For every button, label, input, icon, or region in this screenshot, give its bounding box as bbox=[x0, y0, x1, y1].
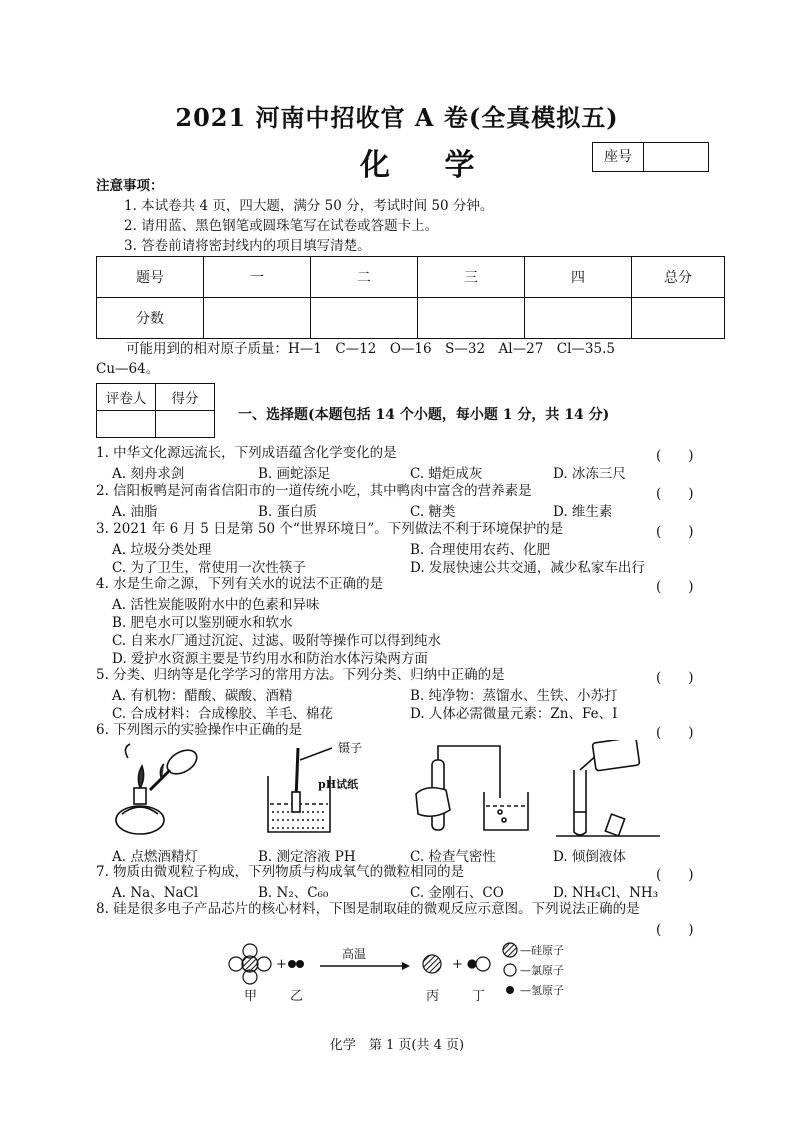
legend-h-icon bbox=[506, 986, 514, 994]
option: B. 肥皂水可以鉴别硬水和软水 bbox=[112, 615, 293, 631]
option: B. 蛋白质 bbox=[258, 504, 318, 520]
note-item: 2. 请用蓝、黑色钢笔或圆珠笔写在试卷或答题卡上。 bbox=[124, 218, 439, 234]
option: A. 垃圾分类处理 bbox=[112, 542, 212, 558]
atomic-mass-note bbox=[96, 339, 696, 379]
option: C. 自来水厂通过沉淀、过滤、吸附等操作可以得到纯水 bbox=[112, 633, 441, 649]
score-cell[interactable] bbox=[311, 298, 418, 339]
hcl-molecule bbox=[468, 957, 490, 971]
option: C. 检查气密性 bbox=[410, 849, 496, 865]
question-stem: 5. 分类、归纳等是化学学习的常用方法。下列分类、归纳中正确的是 bbox=[96, 667, 505, 683]
score-cell[interactable] bbox=[632, 298, 725, 339]
tweezers-label: 镊子 bbox=[338, 741, 363, 755]
option: B. 画蛇添足 bbox=[258, 466, 331, 482]
option: A. 刻舟求剑 bbox=[112, 466, 185, 482]
option: D. 爱护水资源主要是节约用水和防治水体污染两方面 bbox=[112, 651, 428, 667]
question-stem: 2. 信阳板鸭是河南省信阳市的一道传统小吃，其中鸭肉中富含的营养素是 bbox=[96, 483, 532, 499]
score-header: 一 bbox=[204, 257, 311, 298]
option: C. 金刚石、CO bbox=[410, 885, 504, 901]
page-footer: 化学 第 1 页(共 4 页) bbox=[329, 1038, 465, 1053]
grader-header: 得分 bbox=[156, 384, 215, 411]
alcohol-lamp-icon bbox=[116, 744, 201, 834]
grader-cell[interactable] bbox=[97, 411, 156, 438]
legend-label: —硅原子 bbox=[520, 944, 564, 957]
option: D. 倾倒液体 bbox=[553, 849, 626, 865]
option: A. 活性炭能吸附水中的色素和异味 bbox=[112, 597, 320, 613]
option: C. 为了卫生，常使用一次性筷子 bbox=[112, 560, 306, 576]
option: C. 合成材料：合成橡胶、羊毛、棉花 bbox=[112, 706, 333, 722]
score-header: 四 bbox=[525, 257, 632, 298]
question-stem: 4. 水是生命之源，下列有关水的说法不正确的是 bbox=[96, 576, 384, 592]
option: D. NH₄Cl、NH₃ bbox=[553, 885, 659, 901]
grader-cell[interactable] bbox=[156, 411, 215, 438]
option: D. 维生素 bbox=[553, 504, 613, 520]
score-header: 题号 bbox=[97, 257, 204, 298]
option: C. 糖类 bbox=[410, 504, 456, 520]
q6-figure bbox=[100, 740, 720, 844]
grader-header: 评卷人 bbox=[97, 384, 156, 411]
question-stem: 1. 中华文化源远流长，下列成语蕴含化学变化的是 bbox=[96, 445, 397, 461]
option: D. 人体必需微量元素：Zn、Fe、I bbox=[410, 706, 618, 722]
note-item: 3. 答卷前请将密封线内的项目填写清楚。 bbox=[124, 238, 371, 254]
seat-label: 座号 bbox=[593, 143, 644, 171]
legend-si-icon bbox=[503, 943, 517, 957]
seat-number-box bbox=[592, 142, 709, 172]
legend-label: —氢原子 bbox=[520, 984, 564, 997]
exam-title: 2021 河南中招收官 A 卷(全真模拟五) bbox=[175, 103, 619, 132]
option: B. N₂、C₆₀ bbox=[258, 885, 329, 901]
legend-cl-icon bbox=[504, 964, 516, 976]
grader-table bbox=[96, 383, 215, 438]
answer-paren[interactable]: ( ) bbox=[656, 579, 694, 595]
question-stem: 7. 物质由微观粒子构成，下列物质与构成氧气的微粒相同的是 bbox=[96, 864, 465, 880]
answer-paren[interactable]: ( ) bbox=[656, 867, 694, 883]
ph-paper-label: pH试纸 bbox=[318, 778, 359, 791]
sicl4-molecule bbox=[229, 944, 271, 984]
answer-paren[interactable]: ( ) bbox=[656, 670, 694, 686]
score-table bbox=[96, 256, 725, 339]
option: B. 纯净物：蒸馏水、生铁、小苏打 bbox=[410, 688, 618, 704]
q8-reaction-diagram bbox=[220, 938, 600, 1006]
product-name: 丙 bbox=[426, 989, 440, 1004]
option: A. 油脂 bbox=[112, 504, 158, 520]
option: D. 发展快速公共交通，减少私家车出行 bbox=[410, 560, 645, 576]
note-item: 1. 本试卷共 4 页，四大题，满分 50 分，考试时间 50 分钟。 bbox=[124, 198, 494, 214]
atomic-mass-line: Cu—64。 bbox=[96, 361, 160, 377]
score-cell[interactable] bbox=[204, 298, 311, 339]
answer-paren[interactable]: ( ) bbox=[656, 725, 694, 741]
option: B. 测定溶液 PH bbox=[258, 849, 356, 865]
h2-molecule bbox=[288, 960, 304, 968]
si-atom bbox=[423, 955, 441, 973]
score-cell[interactable] bbox=[418, 298, 525, 339]
score-cell[interactable] bbox=[525, 298, 632, 339]
reaction-condition: 高温 bbox=[342, 947, 367, 961]
answer-paren[interactable]: ( ) bbox=[656, 922, 694, 938]
reactant-name: 甲 bbox=[244, 989, 258, 1004]
option: C. 蜡炬成灰 bbox=[410, 466, 483, 482]
notes-heading: 注意事项： bbox=[96, 178, 164, 194]
reactant-name: 乙 bbox=[290, 989, 304, 1004]
svg-text:+: + bbox=[276, 957, 287, 972]
option: A. 点燃酒精灯 bbox=[112, 849, 198, 865]
legend-label: —氯原子 bbox=[520, 964, 564, 977]
section-heading: 一、选择题(本题包括 14 个小题，每小题 1 分，共 14 分) bbox=[238, 407, 610, 423]
score-header: 总分 bbox=[632, 257, 725, 298]
question-stem: 3. 2021 年 6 月 5 日是第 50 个“世界环境日”。下列做法不利于环境保护的是 bbox=[96, 521, 564, 537]
option: B. 合理使用农药、化肥 bbox=[410, 542, 551, 558]
option: A. 有机物：醋酸、碳酸、酒精 bbox=[112, 688, 293, 704]
option: A. Na、NaCl bbox=[112, 885, 199, 901]
score-header: 三 bbox=[418, 257, 525, 298]
atomic-mass-line: 可能用到的相对原子质量：H—1 C—12 O—16 S—32 Al—27 Cl—35.5 bbox=[126, 341, 615, 357]
score-row-label: 分数 bbox=[97, 298, 204, 339]
svg-text:+: + bbox=[452, 957, 463, 972]
answer-paren[interactable]: ( ) bbox=[656, 486, 694, 502]
subject-title: 化 学 bbox=[360, 148, 497, 183]
score-header: 二 bbox=[311, 257, 418, 298]
product-name: 丁 bbox=[472, 989, 486, 1004]
notes bbox=[96, 176, 493, 256]
option: D. 冰冻三尺 bbox=[553, 466, 626, 482]
question-stem: 8. 硅是很多电子产品芯片的核心材料，下图是制取硅的微观反应示意图。下列说法正确的是 bbox=[96, 901, 640, 917]
answer-paren[interactable]: ( ) bbox=[656, 448, 694, 464]
pour-liquid-icon bbox=[556, 740, 660, 836]
seat-input[interactable] bbox=[644, 143, 708, 171]
answer-paren[interactable]: ( ) bbox=[656, 524, 694, 540]
question-stem: 6. 下列图示的实验操作中正确的是 bbox=[96, 722, 303, 738]
airtightness-check-icon bbox=[416, 746, 528, 830]
